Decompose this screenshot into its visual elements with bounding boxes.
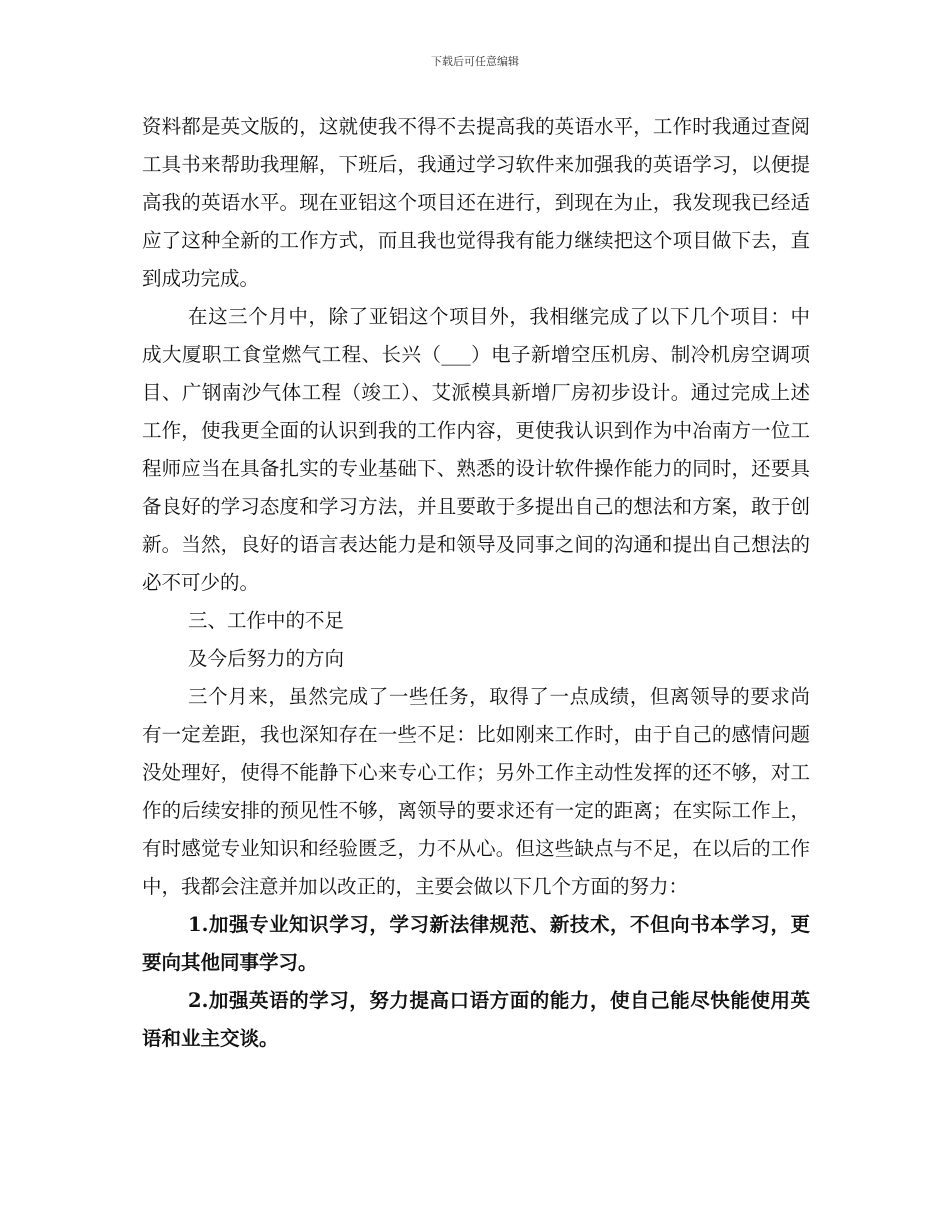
list-item-professional-study: 1.加强专业知识学习，学习新法律规范、新技术，不但向书本学习，更要向其他同事学习。: [142, 913, 810, 974]
section-heading-shortcomings: 三、工作中的不足: [188, 609, 345, 632]
page-header-note: 下载后可任意编辑: [431, 55, 519, 68]
document-body: [142, 108, 810, 1058]
paragraph-shortcomings: 三个月来，虽然完成了一些任务，取得了一点成绩，但离领导的要求尚有一定差距，我也深知存在一些不足：比如刚来工作时，由于自己的感情问题没处理好，使得不能静下心来专心工作；另外工作主动性发挥的还不够，对工作的后续安排的预见性不够，离领导的要求还有一定的距离；在实际工作上，有时感觉专业知识和经验匮乏，力不从心。但这些缺点与不足，在以后的工作中，我都会注意并加以改正的，主要会做以下几个方面的努力：: [142, 685, 810, 898]
section-heading-future-direction: 及今后努力的方向: [188, 647, 345, 670]
paragraph-completed-projects: 在这三个月中，除了亚铝这个项目外，我相继完成了以下几个项目：中成大厦职工食堂燃气工程、长兴（___）电子新增空压机房、制冷机房空调项目、广钢南沙气体工程（竣工）、艾派模具新增厂房初步设计。通过完成上述工作，使我更全面的认识到我的工作内容，更使我认识到作为中冶南方一位工程师应当在具备扎实的专业基础下、熟悉的设计软件操作能力的同时，还要具备良好的学习态度和学习方法，并且要敢于多提出自己的想法和方案，敢于创新。当然，良好的语言表达能力是和领导及同事之间的沟通和提出自己想法的必不可少的。: [142, 305, 810, 594]
paragraph-english-study: 资料都是英文版的，这就使我不得不去提高我的英语水平，工作时我通过查阅工具书来帮助我理解，下班后，我通过学习软件来加强我的英语学习，以便提高我的英语水平。现在亚铝这个项目还在进行，到现在为止，我发现我已经适应了这种全新的工作方式，而且我也觉得我有能力继续把这个项目做下去，直到成功完成。: [142, 115, 810, 290]
list-item-english-study: 2.加强英语的学习，努力提高口语方面的能力，使自己能尽快能使用英语和业主交谈。: [142, 989, 810, 1050]
